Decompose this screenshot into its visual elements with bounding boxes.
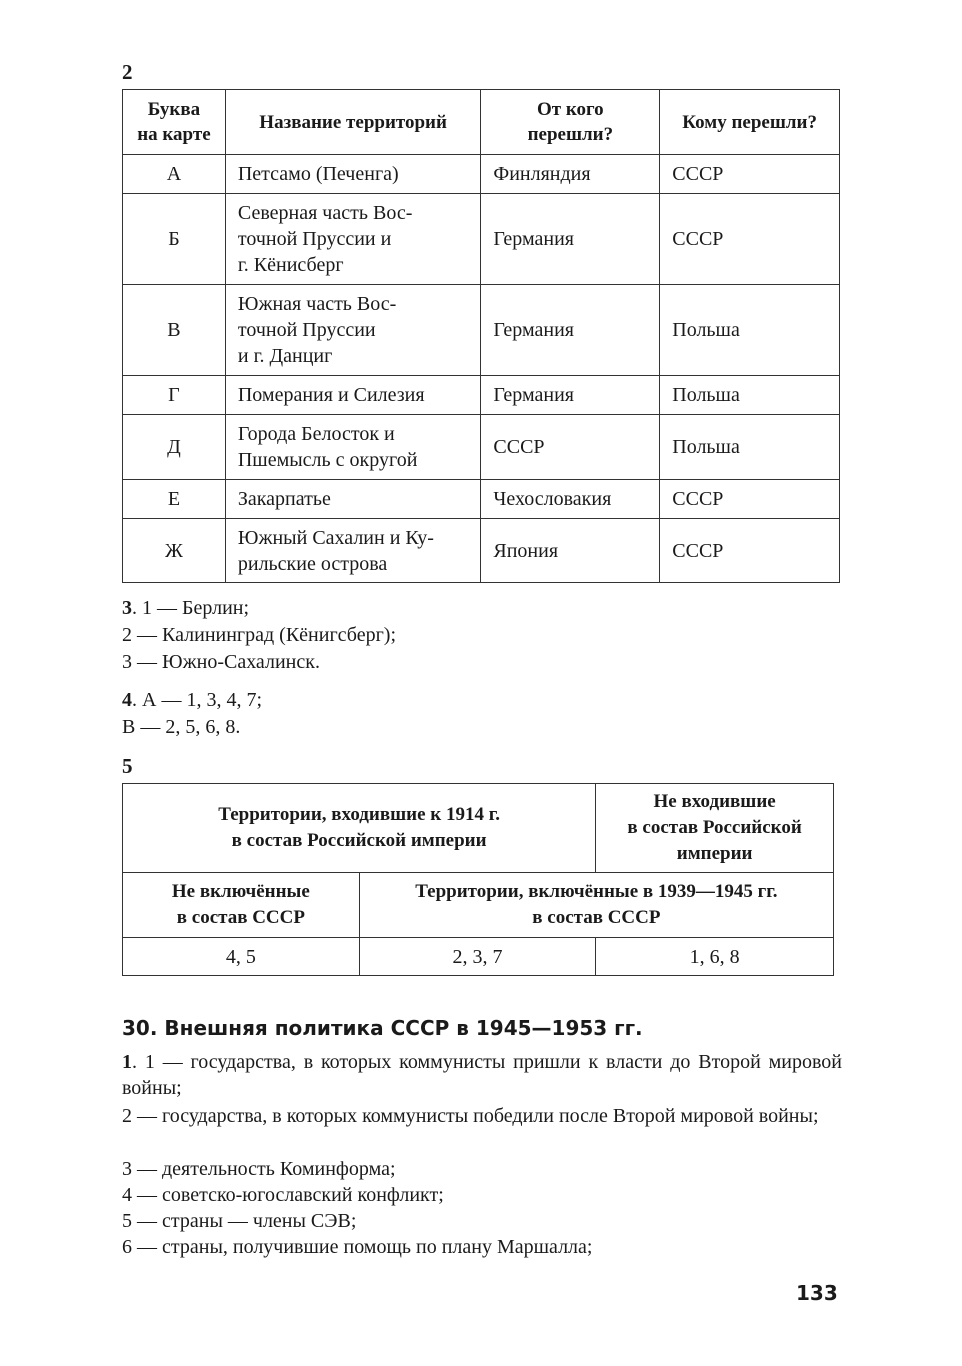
paragraph-5: 5 — страны — члены СЭВ; [122,1210,357,1232]
table-row [123,285,840,376]
table-row [123,519,840,583]
section-number-2: 2 [122,60,133,84]
page-number: 133 [796,1281,838,1305]
answer-4-line-2: В — 2, 5, 6, 8. [122,716,241,738]
row-from: Германия [481,376,660,415]
answer-3-line-1: 3. 1 — Берлин; [122,597,250,619]
chapter-title: 30. Внешняя политика СССР в 1945—1953 гг. [122,1016,643,1040]
row-to: СССР [660,519,840,583]
table-row [123,194,840,285]
answer-4-line-1: 4. А — 1, 3, 4, 7; [122,689,262,711]
value-included: 2, 3, 7 [359,938,596,976]
row-name: Южный Сахалин и Ку- рильские острова [225,519,481,583]
row-letter: В [123,285,226,376]
row-name: Южная часть Вос- точной Пруссии и г. Данциг [225,285,481,376]
table-row [123,415,840,480]
subheader-included: Территории, включённые в 1939—1945 гг. в состав СССР [359,873,833,938]
territories-table [122,89,840,583]
table-subheader-row [123,873,834,938]
header-empire-territories: Территории, входившие к 1914 г. в состав Российской империи [123,784,596,873]
answer-3-line-2: 2 — Калининград (Кёнигсберг); [122,624,396,646]
value-not-included: 4, 5 [123,938,360,976]
row-name: Померания и Силезия [225,376,481,415]
row-to: СССР [660,480,840,519]
row-letter: Ж [123,519,226,583]
header-name: Название территорий [225,90,481,155]
row-from: Финляндия [481,155,660,194]
answer-3-line-3: 3 — Южно-Сахалинск. [122,651,320,673]
paragraph-6: 6 — страны, получившие помощь по плану Маршалла; [122,1236,593,1258]
row-to: СССР [660,155,840,194]
table-row [123,480,840,519]
header-letter: Буква на карте [123,90,226,155]
row-letter: Г [123,376,226,415]
table-row [123,376,840,415]
row-from: СССР [481,415,660,480]
header-to: Кому перешли? [660,90,840,155]
row-to: Польша [660,376,840,415]
paragraph-3: 3 — деятельность Коминформа; [122,1158,396,1180]
header-from: От кого перешли? [481,90,660,155]
row-name: Петсамо (Печенга) [225,155,481,194]
row-from: Чехословакия [481,480,660,519]
row-from: Германия [481,194,660,285]
paragraph-4: 4 — советско-югославский конфликт; [122,1184,444,1206]
row-name: Города Белосток и Пшемысль с округой [225,415,481,480]
row-from: Япония [481,519,660,583]
value-not-in-empire: 1, 6, 8 [596,938,834,976]
row-to: Польша [660,415,840,480]
row-name: Закарпатье [225,480,481,519]
table-header-row [123,90,840,155]
row-letter: Б [123,194,226,285]
paragraph-1: 1. 1 — государства, в которых коммунисты пришли к власти до Второй мировой войны; [122,1051,842,1099]
row-letter: Д [123,415,226,480]
subheader-not-included: Не включённые в состав СССР [123,873,360,938]
table-row [123,938,834,976]
row-name: Северная часть Вос- точной Пруссии и г. Кёнисберг [225,194,481,285]
paragraph-2: 2 — государства, в которых коммунисты победили после Второй мировой войны; [122,1105,819,1127]
header-not-in-empire: Не входившие в состав Российской империи [596,784,834,873]
table-row [123,155,840,194]
row-letter: А [123,155,226,194]
row-letter: Е [123,480,226,519]
section-number-5: 5 [122,754,133,778]
table-header-row [123,784,834,873]
row-to: СССР [660,194,840,285]
empire-territories-table [122,783,834,976]
row-to: Польша [660,285,840,376]
row-from: Германия [481,285,660,376]
